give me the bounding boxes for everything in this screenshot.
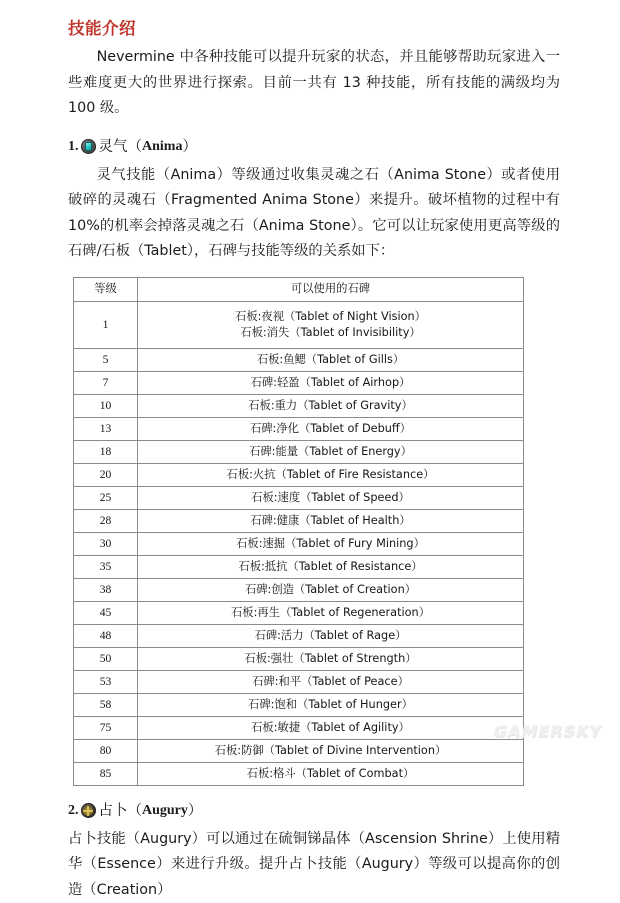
skill-name-en: Anima [142,138,183,154]
table-row [74,624,524,647]
table-row [74,532,524,555]
table-row [74,440,524,463]
cell-level: 38 [74,578,138,601]
augury-cross-icon [81,803,96,818]
table-row [74,693,524,716]
cell-level: 7 [74,371,138,394]
spacer [68,122,560,136]
tablet-entry: 石碑:创造（Tablet of Creation） [244,582,417,596]
cell-level: 10 [74,394,138,417]
cell-tablets [138,647,524,670]
tablet-entry: 石板:敏捷（Tablet of Agility） [251,720,410,734]
table-row [74,601,524,624]
cell-level: 75 [74,716,138,739]
table-row [74,647,524,670]
cell-tablets [138,670,524,693]
table-row [74,486,524,509]
skill-name-cn: 灵气 [98,138,128,155]
cell-tablets [138,348,524,371]
tablet-entry: 石碑:能量（Tablet of Energy） [249,444,412,458]
table-row [74,762,524,785]
cell-level: 25 [74,486,138,509]
tablet-entry: 石板:重力（Tablet of Gravity） [248,398,413,412]
table-row [74,371,524,394]
tablet-entry: 石板:夜视（Tablet of Night Vision） [235,309,426,323]
cell-tablets [138,440,524,463]
cell-level: 20 [74,463,138,486]
tablet-level-table [73,277,524,786]
cell-tablets [138,624,524,647]
cell-level: 58 [74,693,138,716]
tablet-entry: 石板:速掘（Tablet of Fury Mining） [236,536,425,550]
intro-paragraph: Nevermine 中各种技能可以提升玩家的状态，并且能够帮助玩家进入一些难度更大的世界进行探索。目前一共有 13 种技能，所有技能的满级均为 100 级。 [68,49,560,117]
tablet-entry: 石板:鱼鳃（Tablet of Gills） [256,352,405,366]
cell-tablets [138,578,524,601]
table-row [74,670,524,693]
table-row [74,509,524,532]
tablet-entry: 石碑:健康（Tablet of Health） [250,513,411,527]
cell-level: 45 [74,601,138,624]
tablet-entry: 石板:再生（Tablet of Regeneration） [230,605,431,619]
tablet-entry: 石板:格斗（Tablet of Combat） [246,766,415,780]
cell-tablets [138,301,524,348]
tablet-entry: 石碑:和平（Tablet of Peace） [252,674,409,688]
table-row [74,348,524,371]
cell-level: 85 [74,762,138,785]
tablet-entry: 石碑:活力（Tablet of Rage） [254,628,407,642]
tablet-entry: 石板:强壮（Tablet of Strength） [244,651,417,665]
gamersky-watermark: GAMERSKY [493,722,602,741]
cell-tablets [138,417,524,440]
table-body [74,301,524,785]
cell-tablets [138,693,524,716]
table-header-row [74,277,524,301]
cell-level: 80 [74,739,138,762]
table-row [74,301,524,348]
table-row [74,463,524,486]
tablet-entry: 石板:防御（Tablet of Divine Intervention） [214,743,447,757]
cell-level: 35 [74,555,138,578]
skill-name-cn: 占卜 [98,802,128,819]
augury-description: 占卜技能（Augury）可以通过在硫铜锑晶体（Ascension Shrine）上使用精华（Essence）来进行升级。提升占卜技能（Augury）等级可以提高你的创造（Creation） [68,830,560,898]
anima-description: 灵气技能（Anima）等级通过收集灵魂之石（Anima Stone）或者使用破碎的灵魂石（Fragmented Anima Stone）来提升。破坏植物的过程中有 10%的机率会掉落灵魂之石（Anima Stone）。它可以让玩家使用更高等级的石碑/石板（Tablet），石碑与技能等级的关系如下： [68,166,560,260]
cell-tablets [138,555,524,578]
cell-level: 13 [74,417,138,440]
skill-name-en: Augury [142,802,188,818]
cell-tablets [138,394,524,417]
table-row [74,394,524,417]
cell-tablets [138,762,524,785]
table-row [74,555,524,578]
cell-level: 5 [74,348,138,371]
tablet-entry: 石碑:轻盈（Tablet of Airhop） [250,375,411,389]
tablet-entry: 石板:速度（Tablet of Speed） [251,490,410,504]
cell-level: 50 [74,647,138,670]
cell-tablets [138,463,524,486]
skill-heading-augury [68,800,560,822]
cell-level: 30 [74,532,138,555]
skill-number: 1. [68,138,79,154]
table-row [74,739,524,762]
tablet-entry: 石板:火抗（Tablet of Fire Resistance） [226,467,435,481]
cell-tablets [138,716,524,739]
close-paren: ） [182,138,197,155]
cell-level: 48 [74,624,138,647]
cell-tablets [138,532,524,555]
cell-tablets [138,601,524,624]
column-header-level: 等级 [74,277,138,301]
column-header-tablet: 可以使用的石碑 [138,277,524,301]
open-paren: （ [127,138,142,155]
tablet-entry: 石碑:饱和（Tablet of Hunger） [248,697,413,711]
cell-tablets [138,739,524,762]
open-paren: （ [127,802,142,819]
spacer [68,786,560,800]
page-title: 技能介绍 [68,19,136,38]
cell-tablets [138,486,524,509]
cell-level: 1 [74,301,138,348]
tablet-entry: 石板:抵抗（Tablet of Resistance） [238,559,423,573]
tablet-entry: 石板:消失（Tablet of Invisibility） [240,325,421,339]
cell-tablets [138,509,524,532]
skill-number: 2. [68,802,79,818]
close-paren: ） [187,802,203,819]
cell-level: 28 [74,509,138,532]
cell-tablets [138,371,524,394]
table-row [74,578,524,601]
anima-gem-icon [81,139,96,154]
cell-level: 53 [74,670,138,693]
table-row [74,417,524,440]
table-row [74,716,524,739]
skill-heading-anima [68,136,560,158]
cell-level: 18 [74,440,138,463]
tablet-entry: 石碑:净化（Tablet of Debuff） [249,421,412,435]
